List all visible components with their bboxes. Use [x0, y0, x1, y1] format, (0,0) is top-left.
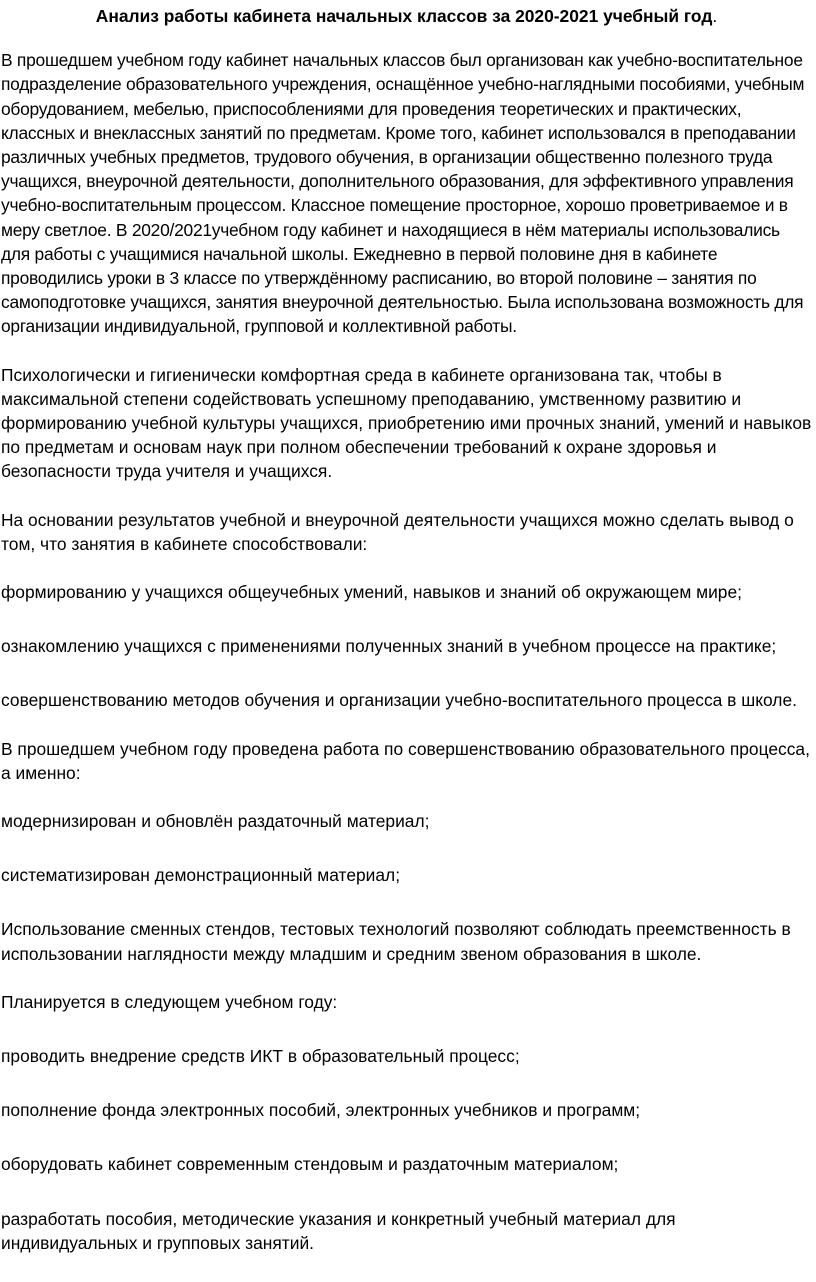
list-item: проводить внедрение средств ИКТ в образовательный процесс; — [1, 1046, 520, 1067]
document-title-period: . — [712, 6, 718, 26]
paragraph-comfortable-environment: Психологически и гигиенически комфортная среда в кабинете организована так, чтобы в максимальной степени содействовать успешному преподаванию, умственному развитию и формированию учебной культуры учащихся, приобретению ими прочных знаний, умений и навыков по предметам и основам наук при полном обеспечении требований к охране здоровья и безопасности труда учителя и учащихся. — [1, 364, 812, 482]
document-title — [1, 4, 812, 28]
paragraph-conclusion-intro: На основании результатов учебной и внеурочной деятельности учащихся можно сделать вывод о том, что занятия в кабинете способствовали: — [1, 509, 794, 554]
list-item: систематизирован демонстрационный материал; — [1, 865, 401, 886]
list-item: формированию у учащихся общеучебных умений, навыков и знаний об окружающем мире; — [1, 582, 742, 603]
list-item: разработать пособия, методические указания и конкретный учебный материал для индивидуальных и групповых занятий. — [1, 1208, 676, 1253]
paragraph-work-done-intro: В прошедшем учебном году проведена работа по совершенствованию образовательного процесса, а именно: — [1, 738, 810, 783]
paragraph-stands-usage: Использование сменных стендов, тестовых технологий позволяют соблюдать преемственность в использовании наглядности между младшим и средним звеном образования в школе. — [1, 919, 791, 964]
paragraph-cabinet-overview: В прошедшем учебном году кабинет начальных классов был организован как учебно-воспитательное подразделение образовательного учреждения, оснащённое учебно-наглядными пособиями, учебным оборудованием, мебелью, приспособлениями для проведения теоретических и практических, классных и внеклассных занятий по предметам. Кроме того, кабинет использовался в преподавании различных учебных предметов, трудового обучения, в организации общественно полезного труда учащихся, внеурочной деятельности, дополнительного образования, для эффективного управления учебно-воспитательным процессом. Классное помещение просторное, хорошо проветриваемое и в меру светлое. В 2020/2021учебном году кабинет и находящиеся в нём материалы использовались для работы с учащимися начальной школы. Ежедневно в первой половине дня в кабинете проводились уроки в 3 классе по утверждённому расписанию, во второй половине – занятия по самоподготовке учащихся, занятия внеурочной деятельностью. Была использована возможность для организации индивидуальной, групповой и коллективной работы. — [1, 50, 805, 337]
paragraph-plans-intro: Планируется в следующем учебном году: — [1, 991, 338, 1012]
document-title-text: Анализ работы кабинета начальных классов за 2020-2021 учебный год — [95, 6, 713, 26]
list-item: модернизирован и обновлён раздаточный материал; — [1, 811, 430, 832]
list-item: совершенствованию методов обучения и организации учебно-воспитательного процесса в школе. — [1, 690, 797, 711]
list-item: оборудовать кабинет современным стендовым и раздаточным материалом; — [1, 1154, 619, 1175]
list-item: пополнение фонда электронных пособий, электронных учебников и программ; — [1, 1100, 641, 1121]
list-item: ознакомлению учащихся с применениями полученных знаний в учебном процессе на практике; — [1, 636, 777, 657]
